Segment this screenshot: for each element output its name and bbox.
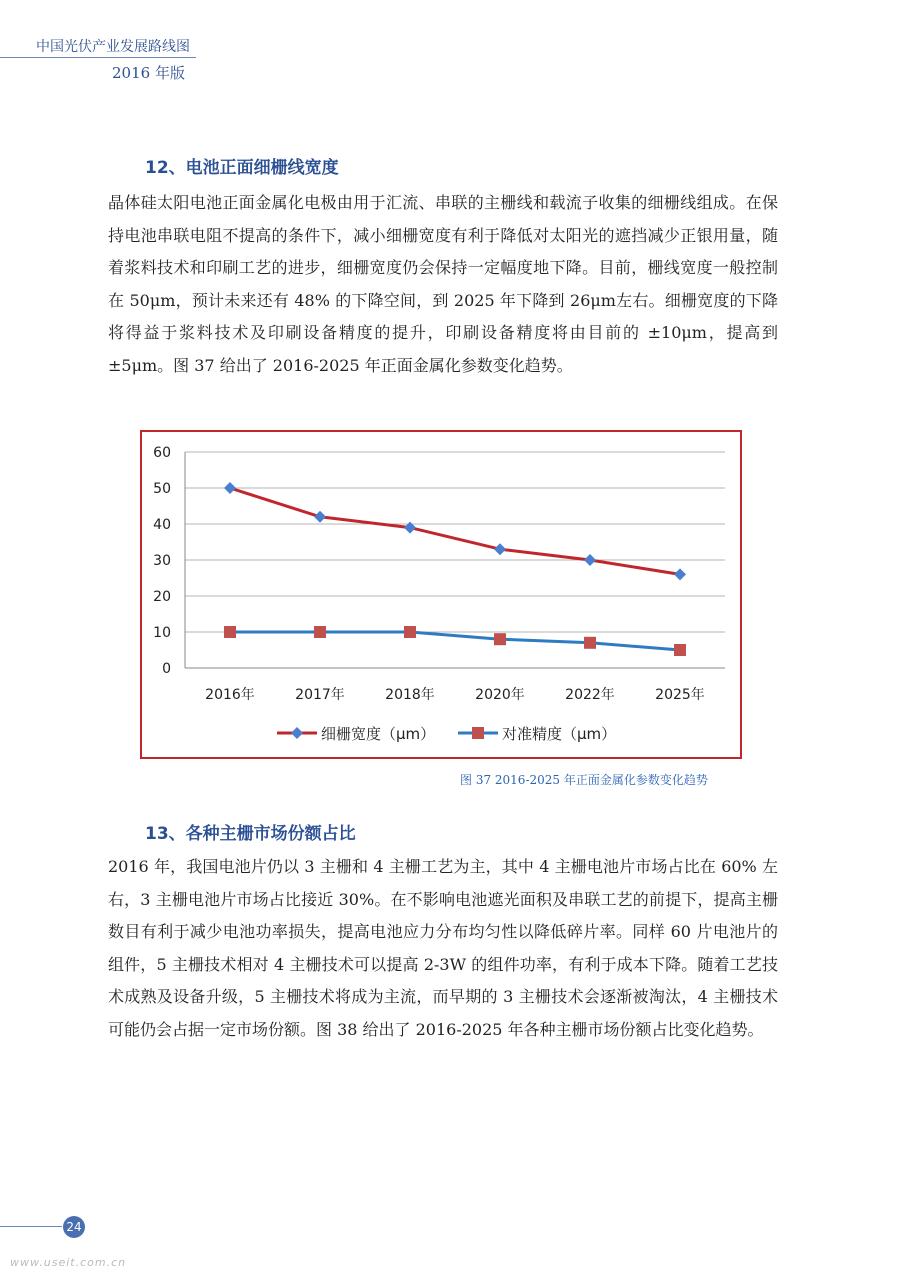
y-tick-label: 0 — [162, 661, 171, 677]
line-chart — [142, 432, 740, 757]
y-tick-label: 50 — [153, 481, 171, 497]
data-point — [404, 626, 416, 638]
data-point — [674, 568, 686, 580]
header-rule — [0, 57, 196, 58]
x-tick-label: 2016年 — [205, 687, 255, 703]
data-point — [674, 644, 686, 656]
data-point — [494, 633, 506, 645]
section-12-heading: 12、电池正面细栅线宽度 — [145, 158, 339, 178]
figure-37-caption: 图 37 2016-2025 年正面金属化参数变化趋势 — [460, 773, 708, 787]
x-tick-label: 2022年 — [565, 687, 615, 703]
y-tick-label: 60 — [153, 445, 171, 461]
data-point — [404, 522, 416, 534]
data-point — [314, 511, 326, 523]
running-header-title: 中国光伏产业发展路线图 — [36, 39, 190, 55]
chart-legend — [277, 725, 616, 743]
x-tick-label: 2025年 — [655, 687, 705, 703]
series-line-1 — [230, 488, 680, 574]
section-13-paragraph: 2016 年，我国电池片仍以 3 主栅和 4 主栅工艺为主，其中 4 主栅电池片市场占比在 60% 左右，3 主栅电池片市场占比接近 30%。在不影响电池遮光面积及串联工艺的前提下，提高主栅数目有利于减少电池功率损失，提高电池应力分布均匀性以降低碎片率。同样 60 片电池片的组件，5 主栅技术相对 4 主栅技术可以提高 2-3W 的组件功率，有利于成本下降。随着工艺技术成熟及设备升级，5 主栅技术将成为主流，而早期的 3 主栅技术会逐渐被淘汰，4 主栅技术可能仍会占据一定市场份额。图 38 给出了 2016-2025 年各种主栅市场份额占比变化趋势。 — [108, 857, 778, 1039]
x-tick-label: 2020年 — [475, 687, 525, 703]
x-tick-label: 2018年 — [385, 687, 435, 703]
data-point — [494, 543, 506, 555]
data-point — [224, 482, 236, 494]
section-13-heading: 13、各种主栅市场份额占比 — [145, 824, 356, 844]
data-point — [584, 554, 596, 566]
legend-marker-square — [472, 727, 484, 739]
footer-rule — [0, 1226, 62, 1227]
running-header-edition: 2016 年版 — [112, 64, 185, 82]
y-tick-label: 40 — [153, 517, 171, 533]
watermark: www.useit.com.cn — [10, 1256, 127, 1269]
x-tick-label: 2017年 — [295, 687, 345, 703]
figure-37-chart — [140, 430, 742, 759]
legend-label-2: 对准精度（μm） — [502, 725, 617, 743]
x-axis — [205, 686, 705, 703]
data-point — [314, 626, 326, 638]
series-line-2 — [230, 632, 680, 650]
page-number: 24 — [63, 1216, 85, 1238]
legend-label-1: 细栅宽度（μm） — [321, 725, 436, 743]
y-tick-label: 10 — [153, 625, 171, 641]
chart-series — [224, 482, 686, 656]
section-12-paragraph: 晶体硅太阳电池正面金属化电极由用于汇流、串联的主栅线和载流子收集的细栅线组成。在保持电池串联电阻不提高的条件下，减小细栅宽度有利于降低对太阳光的遮挡减少正银用量，随着浆料技术和印刷工艺的进步，细栅宽度仍会保持一定幅度地下降。目前，栅线宽度一般控制在 50μm，预计未来还有 48% 的下降空间，到 2025 年下降到 26μm左右。细栅宽度的下降将得益于浆料技术及印刷设备精度的提升，印刷设备精度将由目前的 ±10μm，提高到 ±5μm。图 37 给出了 2016-2025 年正面金属化参数变化趋势。 — [108, 193, 778, 375]
legend-marker-diamond — [291, 727, 303, 739]
y-axis — [153, 445, 171, 677]
y-tick-label: 30 — [153, 553, 171, 569]
y-tick-label: 20 — [153, 589, 171, 605]
data-point — [584, 637, 596, 649]
data-point — [224, 626, 236, 638]
